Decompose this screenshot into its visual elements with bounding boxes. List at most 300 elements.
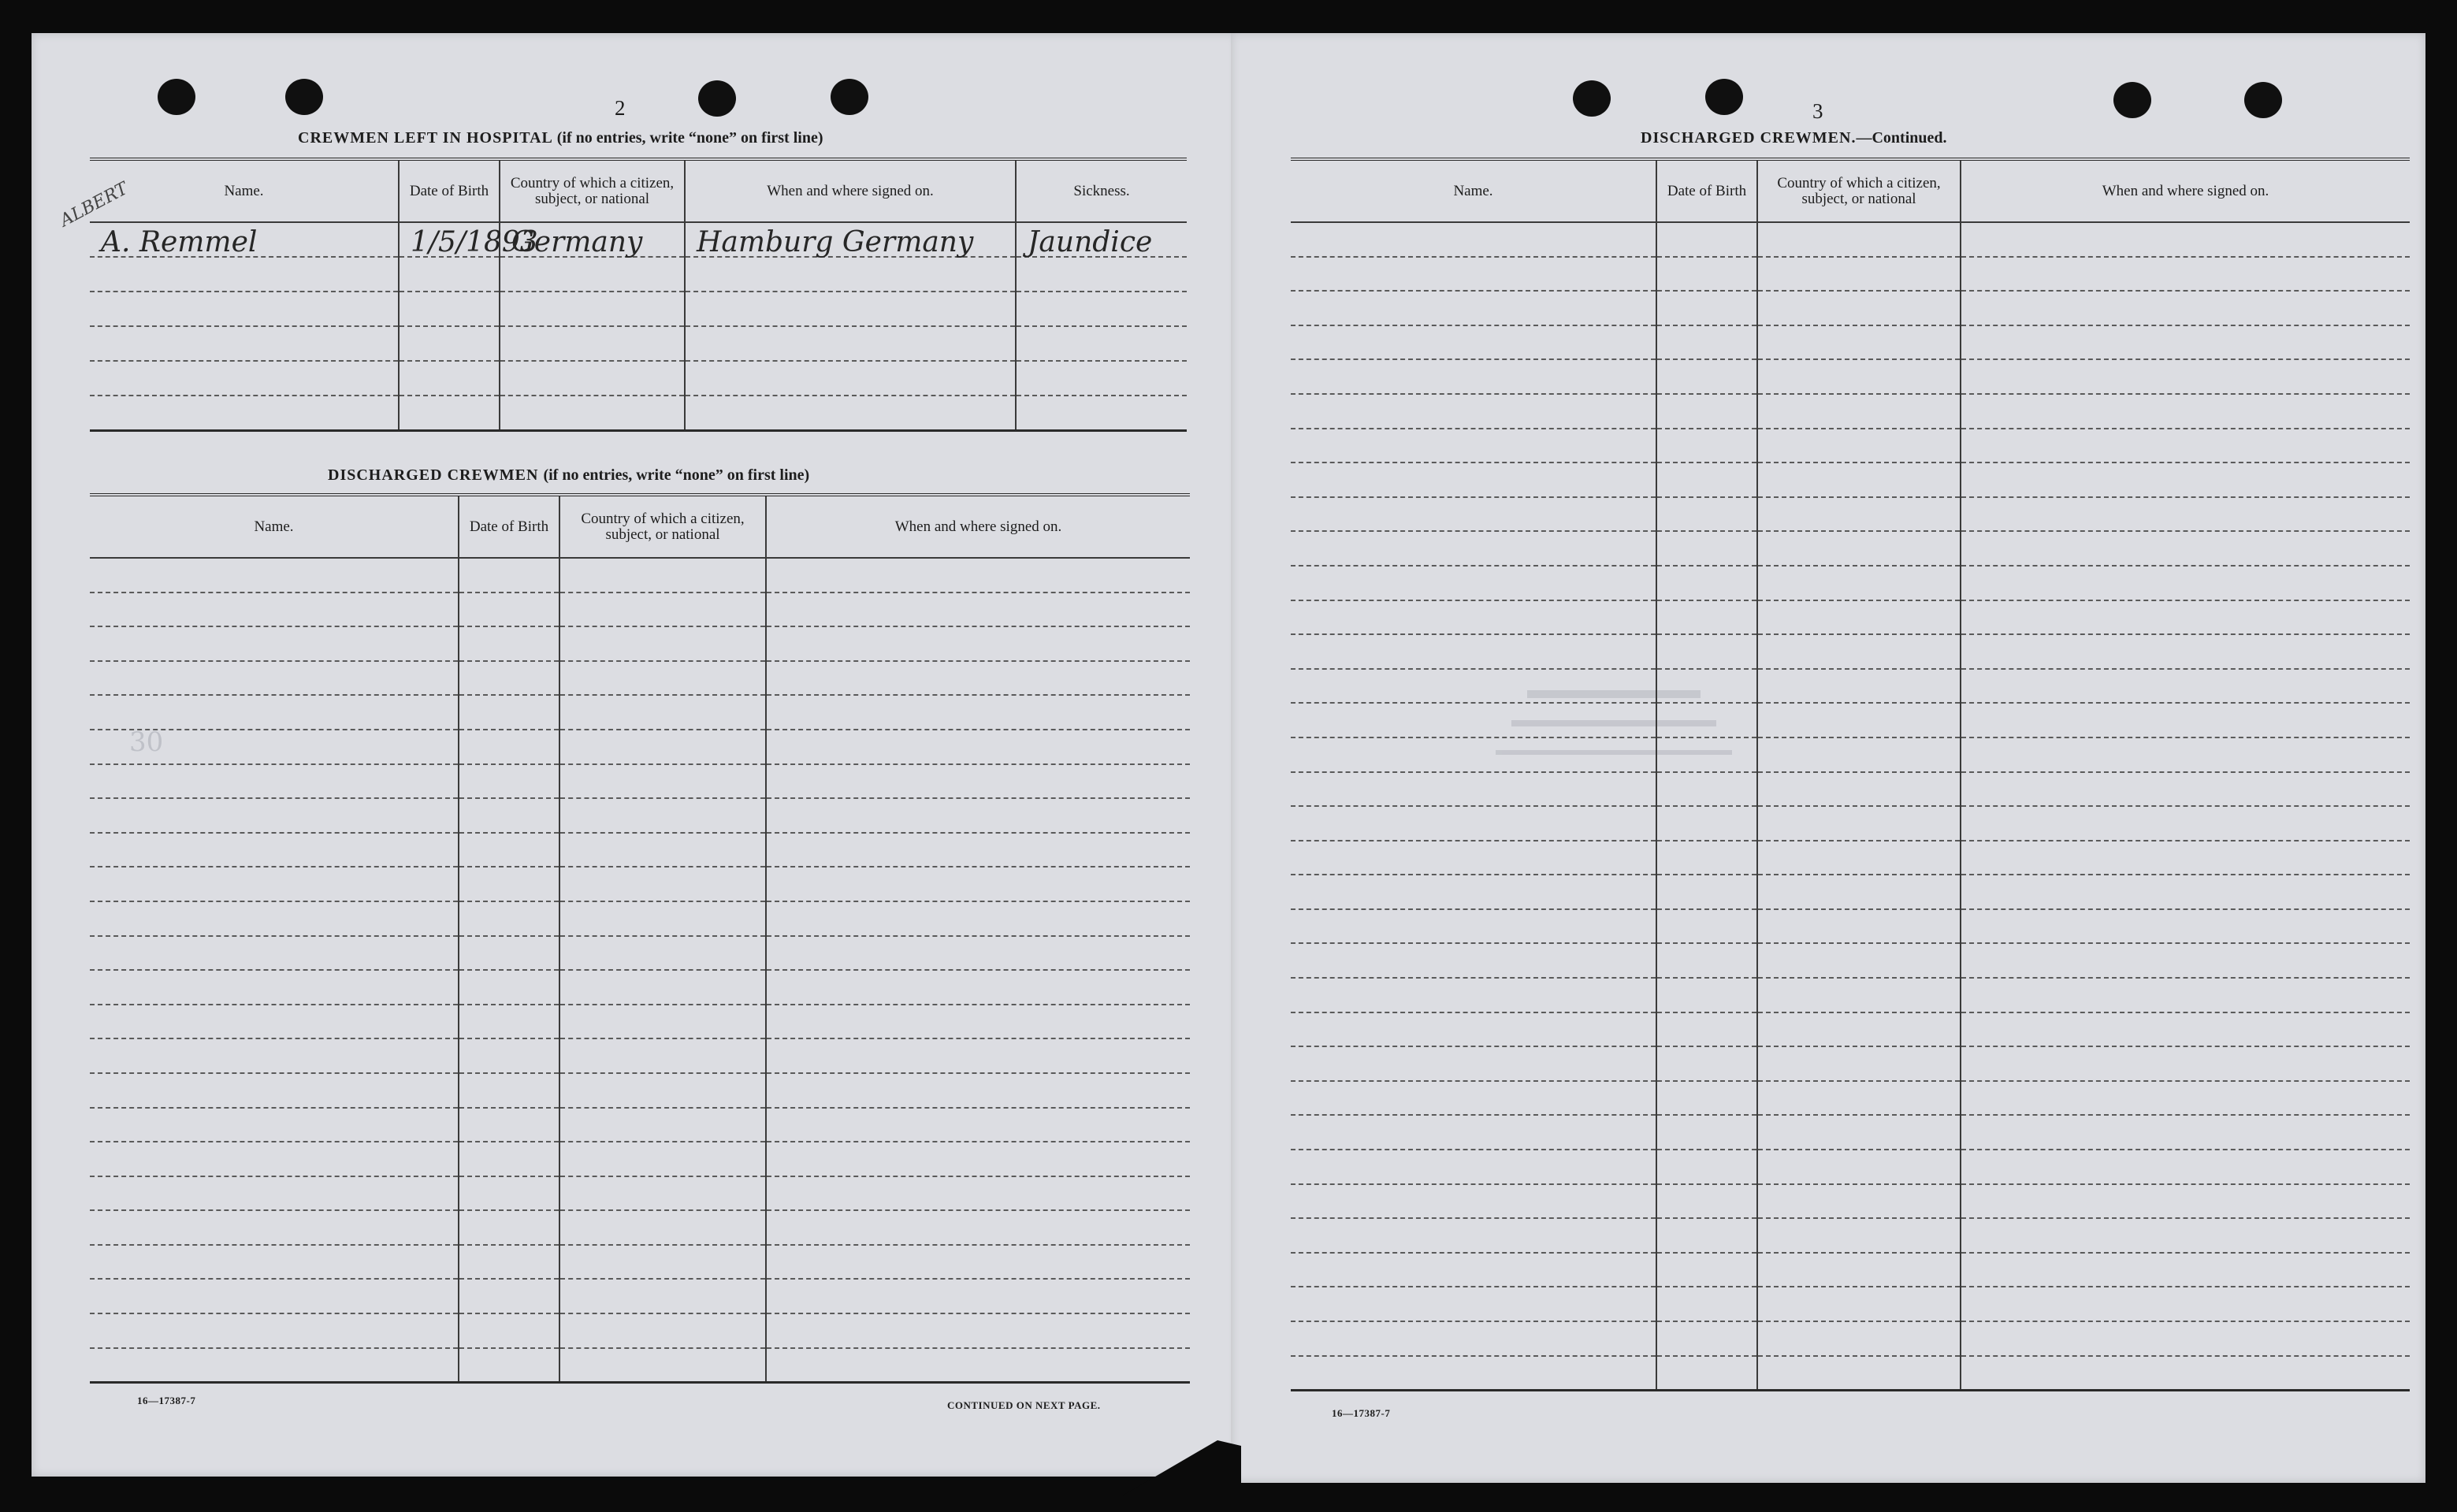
cell-signed-on xyxy=(766,593,1190,627)
cell-date-of-birth xyxy=(399,361,500,396)
handwritten-sickness xyxy=(1017,261,1028,293)
cell-signed-on xyxy=(766,730,1190,764)
punch-hole xyxy=(831,79,868,115)
cell-country xyxy=(559,1073,766,1108)
cell-country xyxy=(1757,1115,1961,1150)
cell-date-of-birth xyxy=(1656,737,1757,772)
cell-country xyxy=(1757,1218,1961,1253)
cell-country xyxy=(1757,634,1961,669)
cell-name xyxy=(90,936,459,971)
cell-name xyxy=(1291,1081,1656,1116)
cell-date-of-birth xyxy=(1656,772,1757,807)
cell-name xyxy=(1291,841,1656,875)
cell-date-of-birth xyxy=(1656,875,1757,909)
table-row xyxy=(1291,703,2410,737)
table-row xyxy=(90,1108,1190,1142)
table-row xyxy=(1291,1081,2410,1116)
table-row xyxy=(1291,806,2410,841)
cell-signed-on xyxy=(1961,291,2410,325)
table-row xyxy=(90,1348,1190,1383)
cell-name xyxy=(90,764,459,799)
table-row xyxy=(1291,669,2410,704)
cell-date-of-birth xyxy=(459,1176,559,1211)
cell-country xyxy=(1757,463,1961,497)
cell-country xyxy=(559,626,766,661)
cell-date-of-birth xyxy=(1656,531,1757,566)
column-header-signed-on: When and where signed on. xyxy=(685,159,1016,222)
table-row xyxy=(90,326,1187,361)
cell-signed-on xyxy=(1961,1150,2410,1184)
cell-name xyxy=(1291,806,1656,841)
cell-date-of-birth xyxy=(1656,257,1757,292)
cell-country xyxy=(559,1005,766,1039)
table-row xyxy=(1291,566,2410,600)
cell-country xyxy=(559,1245,766,1280)
discharged-title: DISCHARGED CREWMEN xyxy=(328,466,539,484)
cell-country xyxy=(500,222,685,257)
form-number: 16—17387-7 xyxy=(137,1395,196,1406)
cell-date-of-birth xyxy=(459,1210,559,1245)
cell-date-of-birth xyxy=(459,1279,559,1313)
cell-date-of-birth xyxy=(399,222,538,258)
cell-country xyxy=(1757,222,1961,257)
table-row xyxy=(1291,325,2410,360)
cell-name xyxy=(90,1176,459,1211)
cell-date-of-birth xyxy=(1656,1046,1757,1081)
handwritten-name: A. Remmel xyxy=(101,225,258,258)
cell-name xyxy=(90,593,459,627)
cell-date-of-birth xyxy=(459,1108,559,1142)
cell-name xyxy=(90,1038,459,1073)
cell-date-of-birth xyxy=(1656,566,1757,600)
table-row xyxy=(1291,634,2410,669)
table-row xyxy=(90,695,1190,730)
cell-name xyxy=(90,970,459,1005)
punch-hole xyxy=(2113,82,2151,118)
cell-name xyxy=(90,867,459,901)
cell-signed-on xyxy=(766,936,1190,971)
cell-signed-on xyxy=(685,292,1016,326)
table-row xyxy=(1291,1253,2410,1287)
table-row xyxy=(90,1279,1190,1313)
cell-signed-on xyxy=(1961,222,2410,257)
punch-hole xyxy=(2244,82,2282,118)
handwritten-signed-on: Hamburg Germany xyxy=(697,225,974,258)
cell-signed-on xyxy=(1961,772,2410,807)
cell-name xyxy=(90,257,399,292)
discharged-continued-title: DISCHARGED CREWMEN. xyxy=(1641,129,1857,147)
handwritten-signed-on xyxy=(686,399,697,431)
table-row xyxy=(1291,772,2410,807)
cell-signed-on xyxy=(766,1038,1190,1073)
cell-sickness xyxy=(1016,222,1187,257)
cell-name xyxy=(1291,463,1656,497)
cell-country xyxy=(559,1176,766,1211)
cell-signed-on xyxy=(1961,1287,2410,1321)
cell-signed-on xyxy=(1961,841,2410,875)
table-row xyxy=(90,257,1187,292)
cell-signed-on xyxy=(1961,909,2410,944)
cell-signed-on xyxy=(1961,497,2410,532)
cell-country xyxy=(1757,978,1961,1012)
cell-signed-on xyxy=(766,867,1190,901)
cell-name xyxy=(1291,531,1656,566)
table-row xyxy=(90,833,1190,867)
cell-sickness xyxy=(1016,292,1187,326)
cell-signed-on xyxy=(685,326,1016,361)
cell-date-of-birth xyxy=(459,1245,559,1280)
column-header-name: Name. xyxy=(90,159,399,222)
cell-sickness xyxy=(1016,396,1187,430)
punch-hole xyxy=(285,79,323,115)
cell-date-of-birth xyxy=(1656,1287,1757,1321)
cell-signed-on xyxy=(1961,600,2410,635)
cell-country xyxy=(1757,497,1961,532)
punch-hole xyxy=(1705,79,1743,115)
table-row xyxy=(1291,943,2410,978)
cell-signed-on xyxy=(766,1279,1190,1313)
handwritten-date-of-birth xyxy=(400,365,411,397)
cell-name xyxy=(90,361,399,396)
handwritten-name xyxy=(90,295,101,328)
cell-signed-on xyxy=(1961,1321,2410,1356)
cell-name xyxy=(90,661,459,696)
cell-country xyxy=(559,764,766,799)
cell-name xyxy=(1291,1150,1656,1184)
discharged-continued-subtitle: —Continued. xyxy=(1856,129,1947,147)
cell-name xyxy=(90,1245,459,1280)
cell-signed-on xyxy=(1961,257,2410,292)
cell-sickness xyxy=(1016,326,1187,361)
cell-name xyxy=(1291,875,1656,909)
cell-country xyxy=(559,901,766,936)
discharged-section-title xyxy=(328,466,809,485)
cell-date-of-birth xyxy=(459,1005,559,1039)
table-row xyxy=(90,901,1190,936)
cell-date-of-birth xyxy=(1656,1012,1757,1047)
cell-country xyxy=(559,833,766,867)
cell-country xyxy=(1757,841,1961,875)
cell-name xyxy=(90,798,459,833)
cell-name xyxy=(90,326,399,361)
cell-country xyxy=(1757,1150,1961,1184)
cell-name xyxy=(1291,772,1656,807)
cell-country xyxy=(559,798,766,833)
discharged-subtitle: (if no entries, write “none” on first line) xyxy=(543,466,810,484)
handwritten-date-of-birth: 1/5/1893 xyxy=(411,225,538,258)
cell-country xyxy=(1757,1253,1961,1287)
cell-country xyxy=(500,257,685,292)
cell-name xyxy=(90,1142,459,1176)
cell-date-of-birth xyxy=(1656,1184,1757,1219)
cell-sickness xyxy=(1016,361,1187,396)
cell-date-of-birth xyxy=(459,936,559,971)
table-row xyxy=(1291,875,2410,909)
table-row xyxy=(1291,737,2410,772)
cell-signed-on xyxy=(766,1142,1190,1176)
cell-date-of-birth xyxy=(1656,1218,1757,1253)
cell-signed-on xyxy=(766,1313,1190,1348)
cell-signed-on xyxy=(766,558,1190,593)
table-row xyxy=(90,626,1190,661)
table-row xyxy=(1291,291,2410,325)
cell-country xyxy=(1757,1012,1961,1047)
cell-signed-on xyxy=(1961,1218,2410,1253)
cell-name xyxy=(1291,1046,1656,1081)
cell-name xyxy=(1291,222,1656,257)
cell-date-of-birth xyxy=(459,1038,559,1073)
table-row xyxy=(1291,429,2410,463)
cell-name xyxy=(1291,325,1656,360)
cell-name xyxy=(90,901,459,936)
cell-country xyxy=(559,1313,766,1348)
handwritten-sickness xyxy=(1017,365,1028,397)
discharged-continued-table xyxy=(1291,158,2410,1391)
cell-name xyxy=(1291,909,1656,944)
handwritten-date-of-birth xyxy=(400,261,411,293)
cell-country xyxy=(500,326,685,361)
cell-name xyxy=(1291,978,1656,1012)
cell-signed-on xyxy=(766,1210,1190,1245)
cell-name xyxy=(90,1313,459,1348)
cell-country xyxy=(500,396,685,430)
right-page xyxy=(1231,33,2425,1483)
table-row xyxy=(90,1038,1190,1073)
cell-name xyxy=(1291,1012,1656,1047)
cell-country xyxy=(559,593,766,627)
cell-country xyxy=(559,1348,766,1383)
table-row xyxy=(1291,1150,2410,1184)
cell-country xyxy=(1757,1046,1961,1081)
handwritten-country xyxy=(500,261,511,293)
discharged-continued-section-title xyxy=(1641,129,1947,147)
table-row xyxy=(90,1313,1190,1348)
cell-country xyxy=(1757,566,1961,600)
cell-name xyxy=(1291,737,1656,772)
cell-signed-on xyxy=(1961,1253,2410,1287)
cell-date-of-birth xyxy=(1656,1150,1757,1184)
cell-country xyxy=(1757,703,1961,737)
table-row xyxy=(90,593,1190,627)
cell-name xyxy=(1291,669,1656,704)
cell-country xyxy=(1757,875,1961,909)
cell-signed-on xyxy=(766,695,1190,730)
cell-country xyxy=(559,1108,766,1142)
cell-signed-on xyxy=(1961,943,2410,978)
table-row xyxy=(90,396,1187,430)
cell-name xyxy=(1291,703,1656,737)
cell-country xyxy=(559,730,766,764)
cell-country xyxy=(559,661,766,696)
table-row xyxy=(1291,1012,2410,1047)
cell-signed-on xyxy=(1961,1115,2410,1150)
table-row xyxy=(1291,1287,2410,1321)
table-row xyxy=(90,764,1190,799)
table-row xyxy=(90,361,1187,396)
table-row xyxy=(90,558,1190,593)
table-row xyxy=(90,730,1190,764)
table-row xyxy=(90,222,1187,257)
cell-signed-on xyxy=(766,1108,1190,1142)
cell-date-of-birth xyxy=(1656,600,1757,635)
table-row xyxy=(90,867,1190,901)
table-row xyxy=(1291,1184,2410,1219)
cell-date-of-birth xyxy=(459,1313,559,1348)
column-header-sickness: Sickness. xyxy=(1016,159,1187,222)
cell-country xyxy=(1757,1321,1961,1356)
cell-date-of-birth xyxy=(459,695,559,730)
table-row xyxy=(1291,359,2410,394)
cell-date-of-birth xyxy=(459,661,559,696)
cell-signed-on xyxy=(766,1176,1190,1211)
cell-name xyxy=(1291,1218,1656,1253)
cell-country xyxy=(559,1279,766,1313)
form-number: 16—17387-7 xyxy=(1332,1407,1391,1419)
table-row xyxy=(1291,394,2410,429)
cell-country xyxy=(559,1142,766,1176)
cell-date-of-birth xyxy=(1656,1321,1757,1356)
cell-name xyxy=(1291,600,1656,635)
cell-signed-on xyxy=(685,396,1016,430)
cell-date-of-birth xyxy=(399,292,500,326)
handwritten-country xyxy=(500,330,511,362)
column-header-date-of-birth: Date of Birth xyxy=(459,495,559,558)
cell-country xyxy=(500,361,685,396)
cell-country xyxy=(559,936,766,971)
cell-date-of-birth xyxy=(459,970,559,1005)
cell-country xyxy=(1757,806,1961,841)
column-header-name: Name. xyxy=(1291,159,1656,222)
table-row xyxy=(1291,497,2410,532)
cell-name xyxy=(1291,1321,1656,1356)
cell-signed-on xyxy=(685,257,1016,292)
cell-date-of-birth xyxy=(1656,1253,1757,1287)
table-row xyxy=(90,1073,1190,1108)
handwritten-country xyxy=(500,295,511,328)
cell-signed-on xyxy=(1961,669,2410,704)
punch-hole xyxy=(1573,80,1611,117)
cell-signed-on xyxy=(1961,703,2410,737)
hospital-subtitle: (if no entries, write “none” on first line) xyxy=(556,129,823,147)
table-row xyxy=(90,1005,1190,1039)
cell-date-of-birth xyxy=(1656,978,1757,1012)
table-row xyxy=(1291,841,2410,875)
cell-date-of-birth xyxy=(459,833,559,867)
cell-date-of-birth xyxy=(1656,1115,1757,1150)
cell-date-of-birth xyxy=(1656,1081,1757,1116)
cell-date-of-birth xyxy=(1656,429,1757,463)
cell-date-of-birth xyxy=(459,1348,559,1383)
cell-signed-on xyxy=(766,1005,1190,1039)
handwritten-sickness xyxy=(1017,295,1028,328)
cell-country xyxy=(559,1038,766,1073)
cell-country xyxy=(559,695,766,730)
cell-name xyxy=(1291,1184,1656,1219)
table-row xyxy=(1291,1321,2410,1356)
cell-country xyxy=(1757,531,1961,566)
cell-signed-on xyxy=(766,798,1190,833)
cell-country xyxy=(1757,325,1961,360)
table-row xyxy=(1291,222,2410,257)
cell-signed-on xyxy=(1961,394,2410,429)
cell-name xyxy=(1291,1115,1656,1150)
page-number: 2 xyxy=(615,96,626,120)
cell-date-of-birth xyxy=(1656,909,1757,944)
handwritten-country xyxy=(500,365,511,397)
handwritten-sickness xyxy=(1017,330,1028,362)
cell-country xyxy=(1757,1287,1961,1321)
cell-name xyxy=(1291,497,1656,532)
cell-signed-on xyxy=(1961,1081,2410,1116)
cell-date-of-birth xyxy=(459,730,559,764)
handwritten-country: Germany xyxy=(511,225,643,258)
cell-country xyxy=(1757,772,1961,807)
cell-signed-on xyxy=(766,661,1190,696)
cell-name xyxy=(1291,943,1656,978)
hospital-section-title xyxy=(298,129,823,147)
cell-name xyxy=(1291,394,1656,429)
hospital-table xyxy=(90,158,1187,432)
cell-signed-on xyxy=(1961,463,2410,497)
handwritten-name xyxy=(90,399,101,431)
handwritten-signed-on xyxy=(686,365,697,397)
cell-name xyxy=(90,833,459,867)
cell-signed-on xyxy=(1961,978,2410,1012)
handwritten-name xyxy=(90,261,101,293)
column-header-country: Country of which a citizen, subject, or national xyxy=(500,159,685,222)
cell-name xyxy=(1291,566,1656,600)
cell-signed-on xyxy=(766,1073,1190,1108)
punch-hole xyxy=(158,79,195,115)
table-row xyxy=(90,1245,1190,1280)
cell-signed-on xyxy=(1961,566,2410,600)
handwritten-country xyxy=(500,399,511,431)
column-header-signed-on: When and where signed on. xyxy=(1961,159,2410,222)
handwritten-signed-on xyxy=(686,261,697,293)
cell-country xyxy=(1757,737,1961,772)
cell-date-of-birth xyxy=(399,396,500,430)
cell-country xyxy=(1757,1081,1961,1116)
cell-date-of-birth xyxy=(1656,943,1757,978)
cell-signed-on xyxy=(1961,875,2410,909)
cell-name xyxy=(90,1005,459,1039)
cell-signed-on xyxy=(766,901,1190,936)
cell-country xyxy=(559,558,766,593)
cell-country xyxy=(1757,291,1961,325)
cell-name xyxy=(1291,1356,1656,1391)
cell-country xyxy=(1757,429,1961,463)
cell-date-of-birth xyxy=(1656,359,1757,394)
cell-country xyxy=(1757,257,1961,292)
cell-date-of-birth xyxy=(1656,669,1757,704)
cell-signed-on xyxy=(1961,806,2410,841)
cell-country xyxy=(1757,1184,1961,1219)
left-page xyxy=(32,33,1237,1477)
cell-signed-on xyxy=(1961,429,2410,463)
table-row xyxy=(90,1210,1190,1245)
handwritten-signed-on xyxy=(686,330,697,362)
cell-signed-on xyxy=(766,1245,1190,1280)
cell-country xyxy=(1757,669,1961,704)
handwritten-sickness xyxy=(1017,399,1028,431)
cell-country xyxy=(1757,909,1961,944)
table-row xyxy=(1291,1356,2410,1391)
table-row xyxy=(90,798,1190,833)
cell-name xyxy=(90,695,459,730)
cell-country xyxy=(1757,600,1961,635)
faint-mark: 30 xyxy=(129,726,164,758)
table-row xyxy=(90,936,1190,971)
